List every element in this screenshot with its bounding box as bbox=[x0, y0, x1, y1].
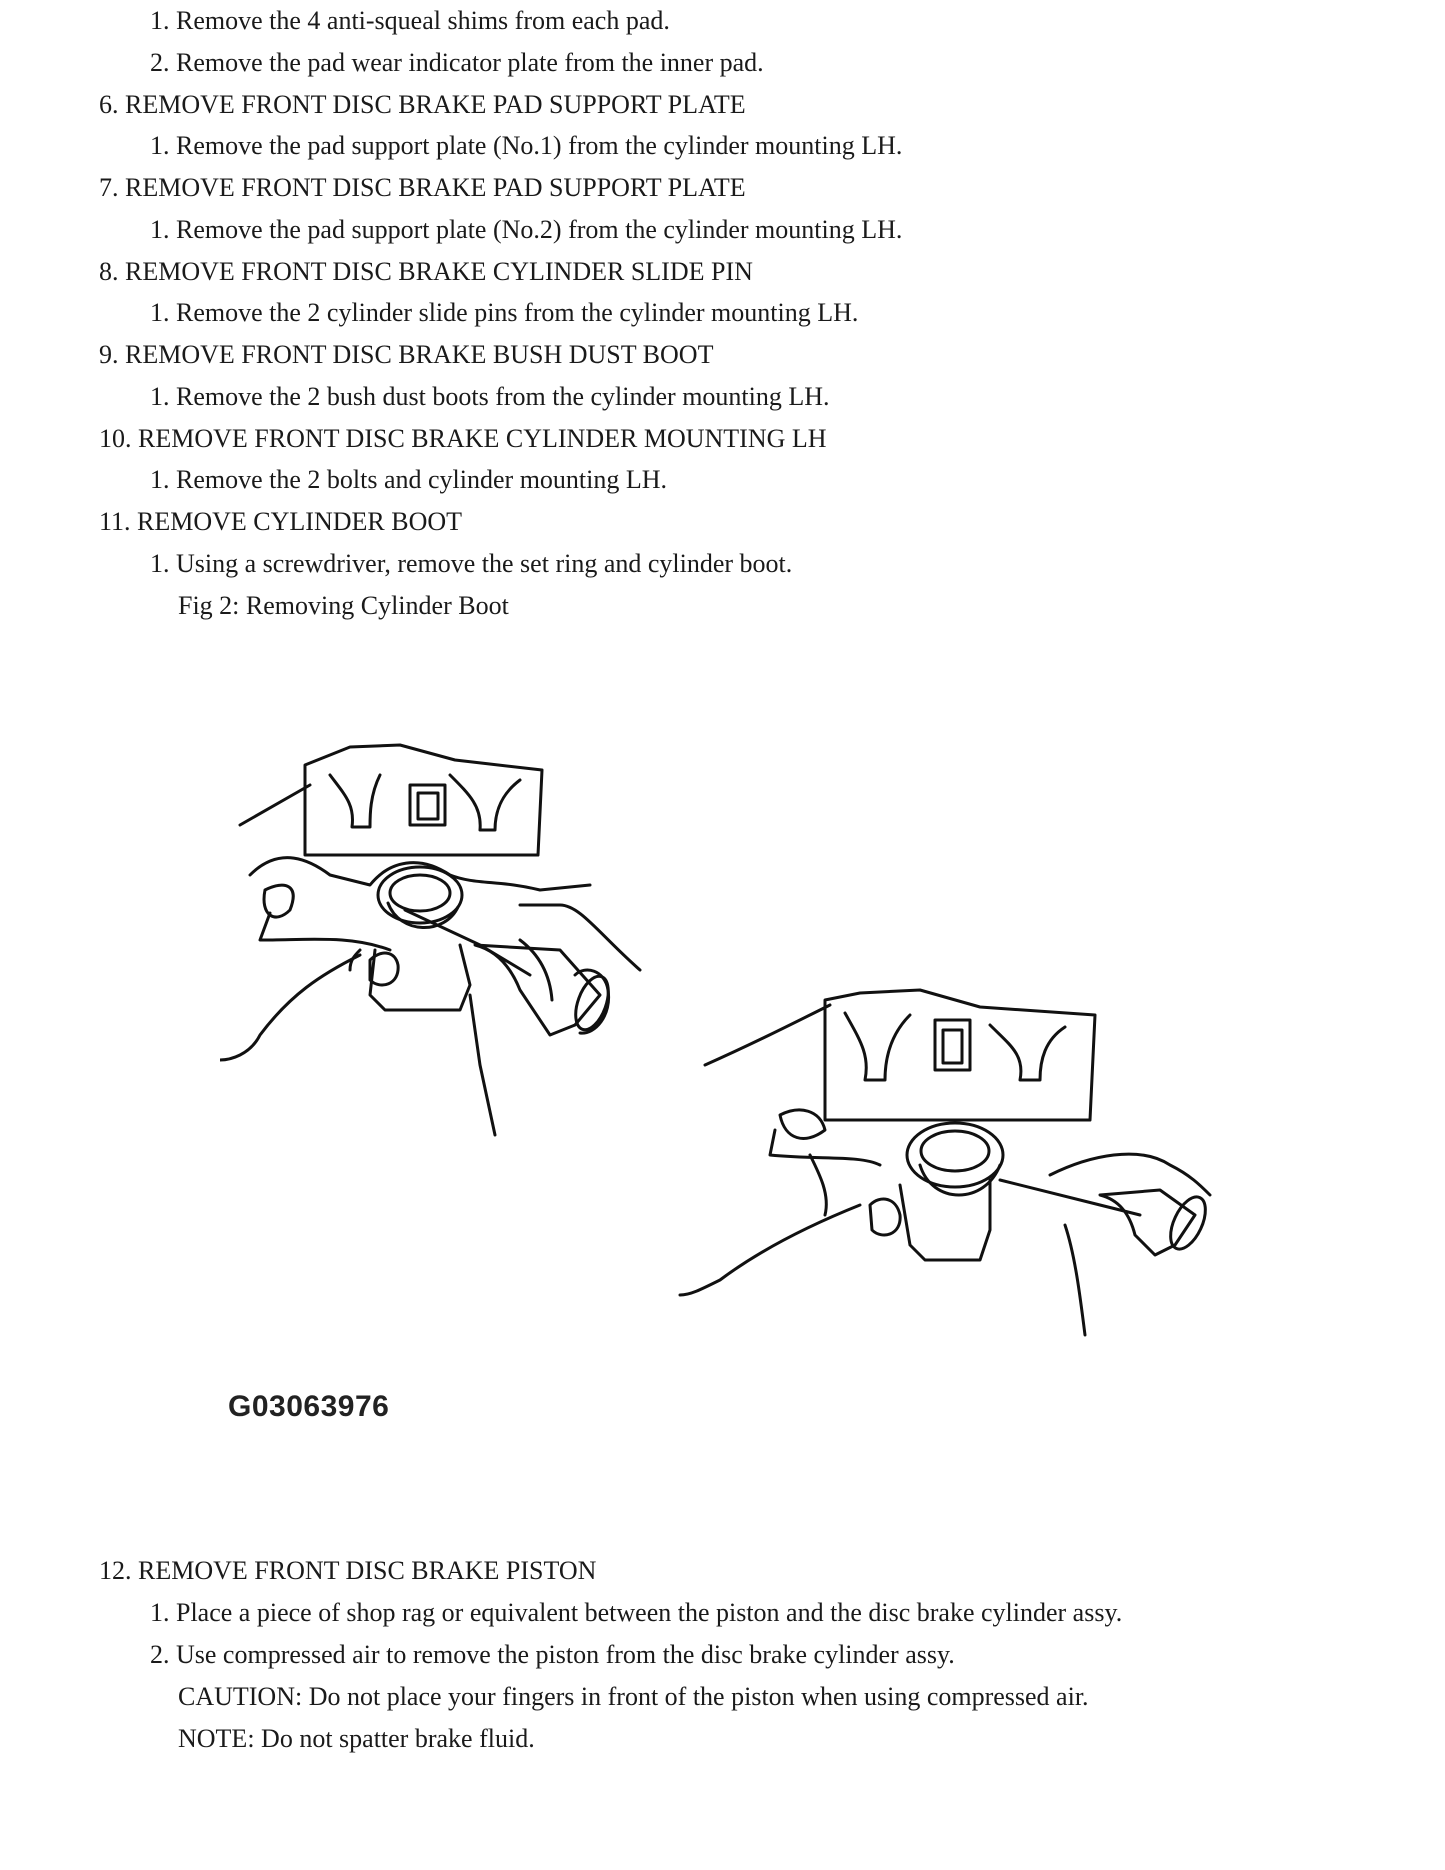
left-caliper-drawing bbox=[220, 745, 640, 1135]
line-wear-indicator: 2. Remove the pad wear indicator plate from the inner pad. bbox=[150, 48, 764, 77]
right-caliper-drawing bbox=[680, 990, 1213, 1335]
line-support-plate-1: 1. Remove the pad support plate (No.1) from the cylinder mounting LH. bbox=[150, 131, 903, 160]
brake-fluid-note: NOTE: Do not spatter brake fluid. bbox=[178, 1724, 535, 1753]
line-support-plate-2: 1. Remove the pad support plate (No.2) from the cylinder mounting LH. bbox=[150, 215, 903, 244]
section-11-heading: 11. REMOVE CYLINDER BOOT bbox=[99, 507, 463, 536]
line-screwdriver: 1. Using a screwdriver, remove the set ring and cylinder boot. bbox=[150, 549, 793, 578]
line-compressed-air: 2. Use compressed air to remove the piston from the disc brake cylinder assy. bbox=[150, 1640, 955, 1669]
section-7-heading: 7. REMOVE FRONT DISC BRAKE PAD SUPPORT PLATE bbox=[99, 173, 746, 202]
figure-caption: Fig 2: Removing Cylinder Boot bbox=[178, 591, 509, 620]
section-8-heading: 8. REMOVE FRONT DISC BRAKE CYLINDER SLIDE PIN bbox=[99, 257, 753, 286]
cylinder-boot-figure bbox=[220, 735, 1310, 1385]
section-6-heading: 6. REMOVE FRONT DISC BRAKE PAD SUPPORT PLATE bbox=[99, 90, 746, 119]
figure-id: G03063976 bbox=[228, 1390, 390, 1423]
cylinder-boot-illustration bbox=[220, 735, 1310, 1385]
line-shop-rag: 1. Place a piece of shop rag or equivalent between the piston and the disc brake cylinder assy. bbox=[150, 1598, 1123, 1627]
line-bolts: 1. Remove the 2 bolts and cylinder mounting LH. bbox=[150, 465, 668, 494]
section-12-heading: 12. REMOVE FRONT DISC BRAKE PISTON bbox=[99, 1556, 597, 1585]
caution-note: CAUTION: Do not place your fingers in front of the piston when using compressed air. bbox=[178, 1682, 1089, 1711]
section-10-heading: 10. REMOVE FRONT DISC BRAKE CYLINDER MOUNTING LH bbox=[99, 424, 827, 453]
line-shims: 1. Remove the 4 anti-squeal shims from each pad. bbox=[150, 6, 670, 35]
section-9-heading: 9. REMOVE FRONT DISC BRAKE BUSH DUST BOOT bbox=[99, 340, 714, 369]
line-slide-pins: 1. Remove the 2 cylinder slide pins from the cylinder mounting LH. bbox=[150, 298, 859, 327]
line-dust-boots: 1. Remove the 2 bush dust boots from the cylinder mounting LH. bbox=[150, 382, 830, 411]
